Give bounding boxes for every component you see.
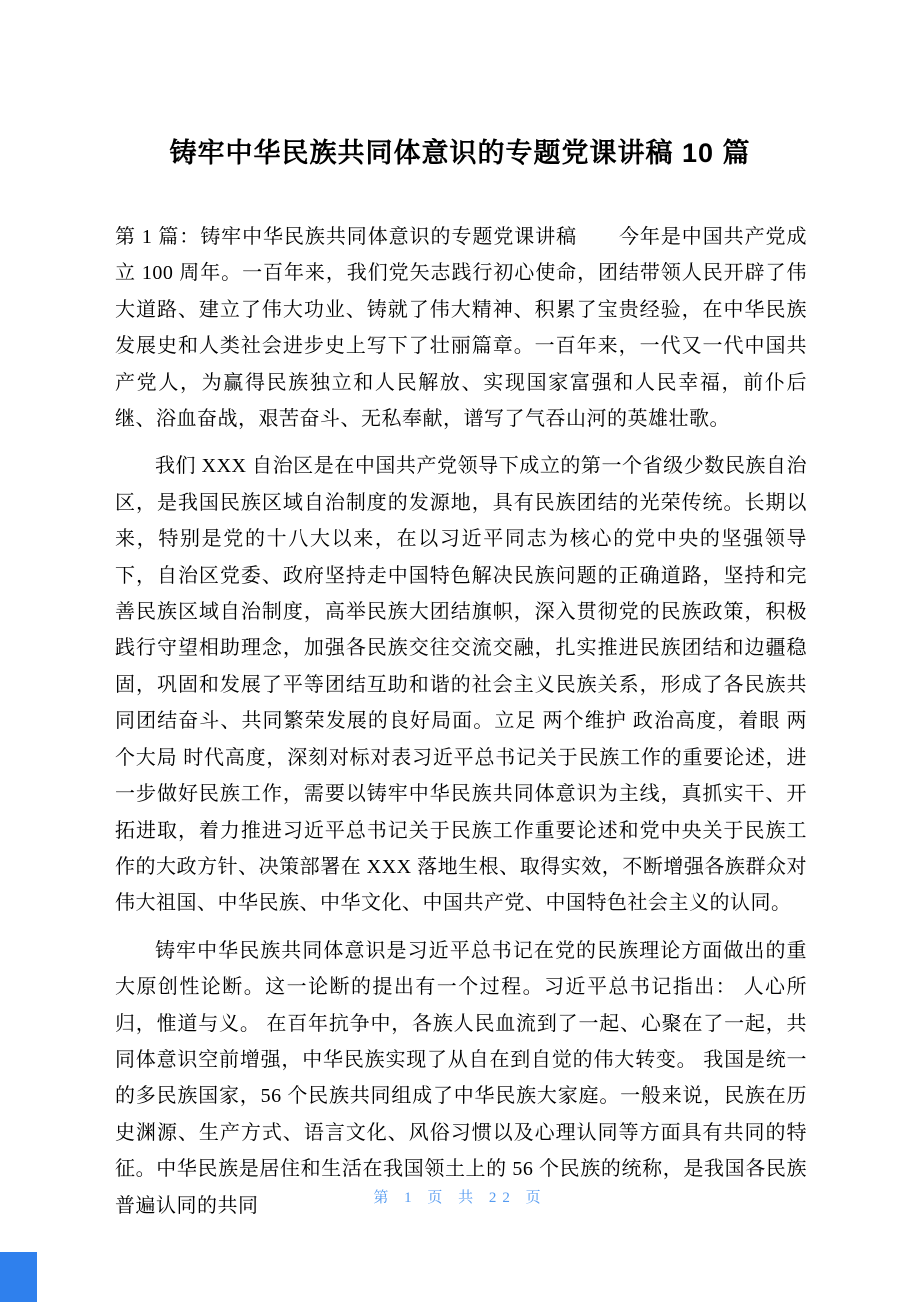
paragraph-1: 第 1 篇：铸牢中华民族共同体意识的专题党课讲稿 今年是中国共产党成立 100 周年。一百年来，我们党矢志践行初心使命，团结带领人民开辟了伟大道路、建立了伟大功业、铸就了伟大精神、积累了宝贵经验，在中华民族发展史和人类社会进步史上写下了壮丽篇章。一百年来，一代又一代中国共产党人，为赢得民族独立和人民解放、实现国家富强和人民幸福，前仆后继、浴血奋战，艰苦奋斗、无私奉献，谱写了气吞山河的英雄壮歌。: [115, 226, 807, 431]
bottom-left-accent-block: [0, 1252, 37, 1302]
document-title: 铸牢中华民族共同体意识的专题党课讲稿 10 篇: [169, 138, 751, 168]
paragraph-2: 我们 XXX 自治区是在中国共产党领导下成立的第一个省级少数民族自治区，是我国民族区域自治制度的发源地，具有民族团结的光荣传统。长期以来，特别是党的十八大以来，在以习近平同志为核心的党中央的坚强领导下，自治区党委、政府坚持走中国特色解决民族问题的正确道路，坚持和完善民族区域自治制度，高举民族大团结旗帜，深入贯彻党的民族政策，积极践行守望相助理念，加强各民族交往交流交融，扎实推进民族团结和边疆稳固，巩固和发展了平等团结互助和谐的社会主义民族关系，形成了各民族共同团结奋斗、共同繁荣发展的良好局面。立足 两个维护 政治高度，着眼 两个大局 时代高度，深刻对标对表习近平总书记关于民族工作的重要论述，进一步做好民族工作，需要以铸牢中华民族共同体意识为主线，真抓实干、开拓进取，着力推进习近平总书记关于民族工作重要论述和党中央关于民族工作的大政方针、决策部署在 XXX 落地生根、取得实效，不断增强各族群众对伟大祖国、中华民族、中华文化、中国共产党、中国特色社会主义的认同。: [115, 455, 807, 915]
document-body: [115, 219, 807, 1235]
paragraph-3: 铸牢中华民族共同体意识是习近平总书记在党的民族理论方面做出的重大原创性论断。这一论断的提出有一个过程。习近平总书记指出： 人心所归，惟道与义。 在百年抗争中，各族人民血流到了一起、心聚在了一起，共同体意识空前增强，中华民族实现了从自在到自觉的伟大转变。 我国是统一的多民族国家，56 个民族共同组成了中华民族大家庭。一般来说，民族在历史渊源、生产方式、语言文化、风俗习惯以及心理认同等方面具有共同的特征。中华民族是居住和生活在我国领土上的 56 个民族的统称，是我国各民族普遍认同的共同: [115, 939, 807, 1217]
page-footer: 第 1 页 共 22 页: [373, 1190, 547, 1206]
